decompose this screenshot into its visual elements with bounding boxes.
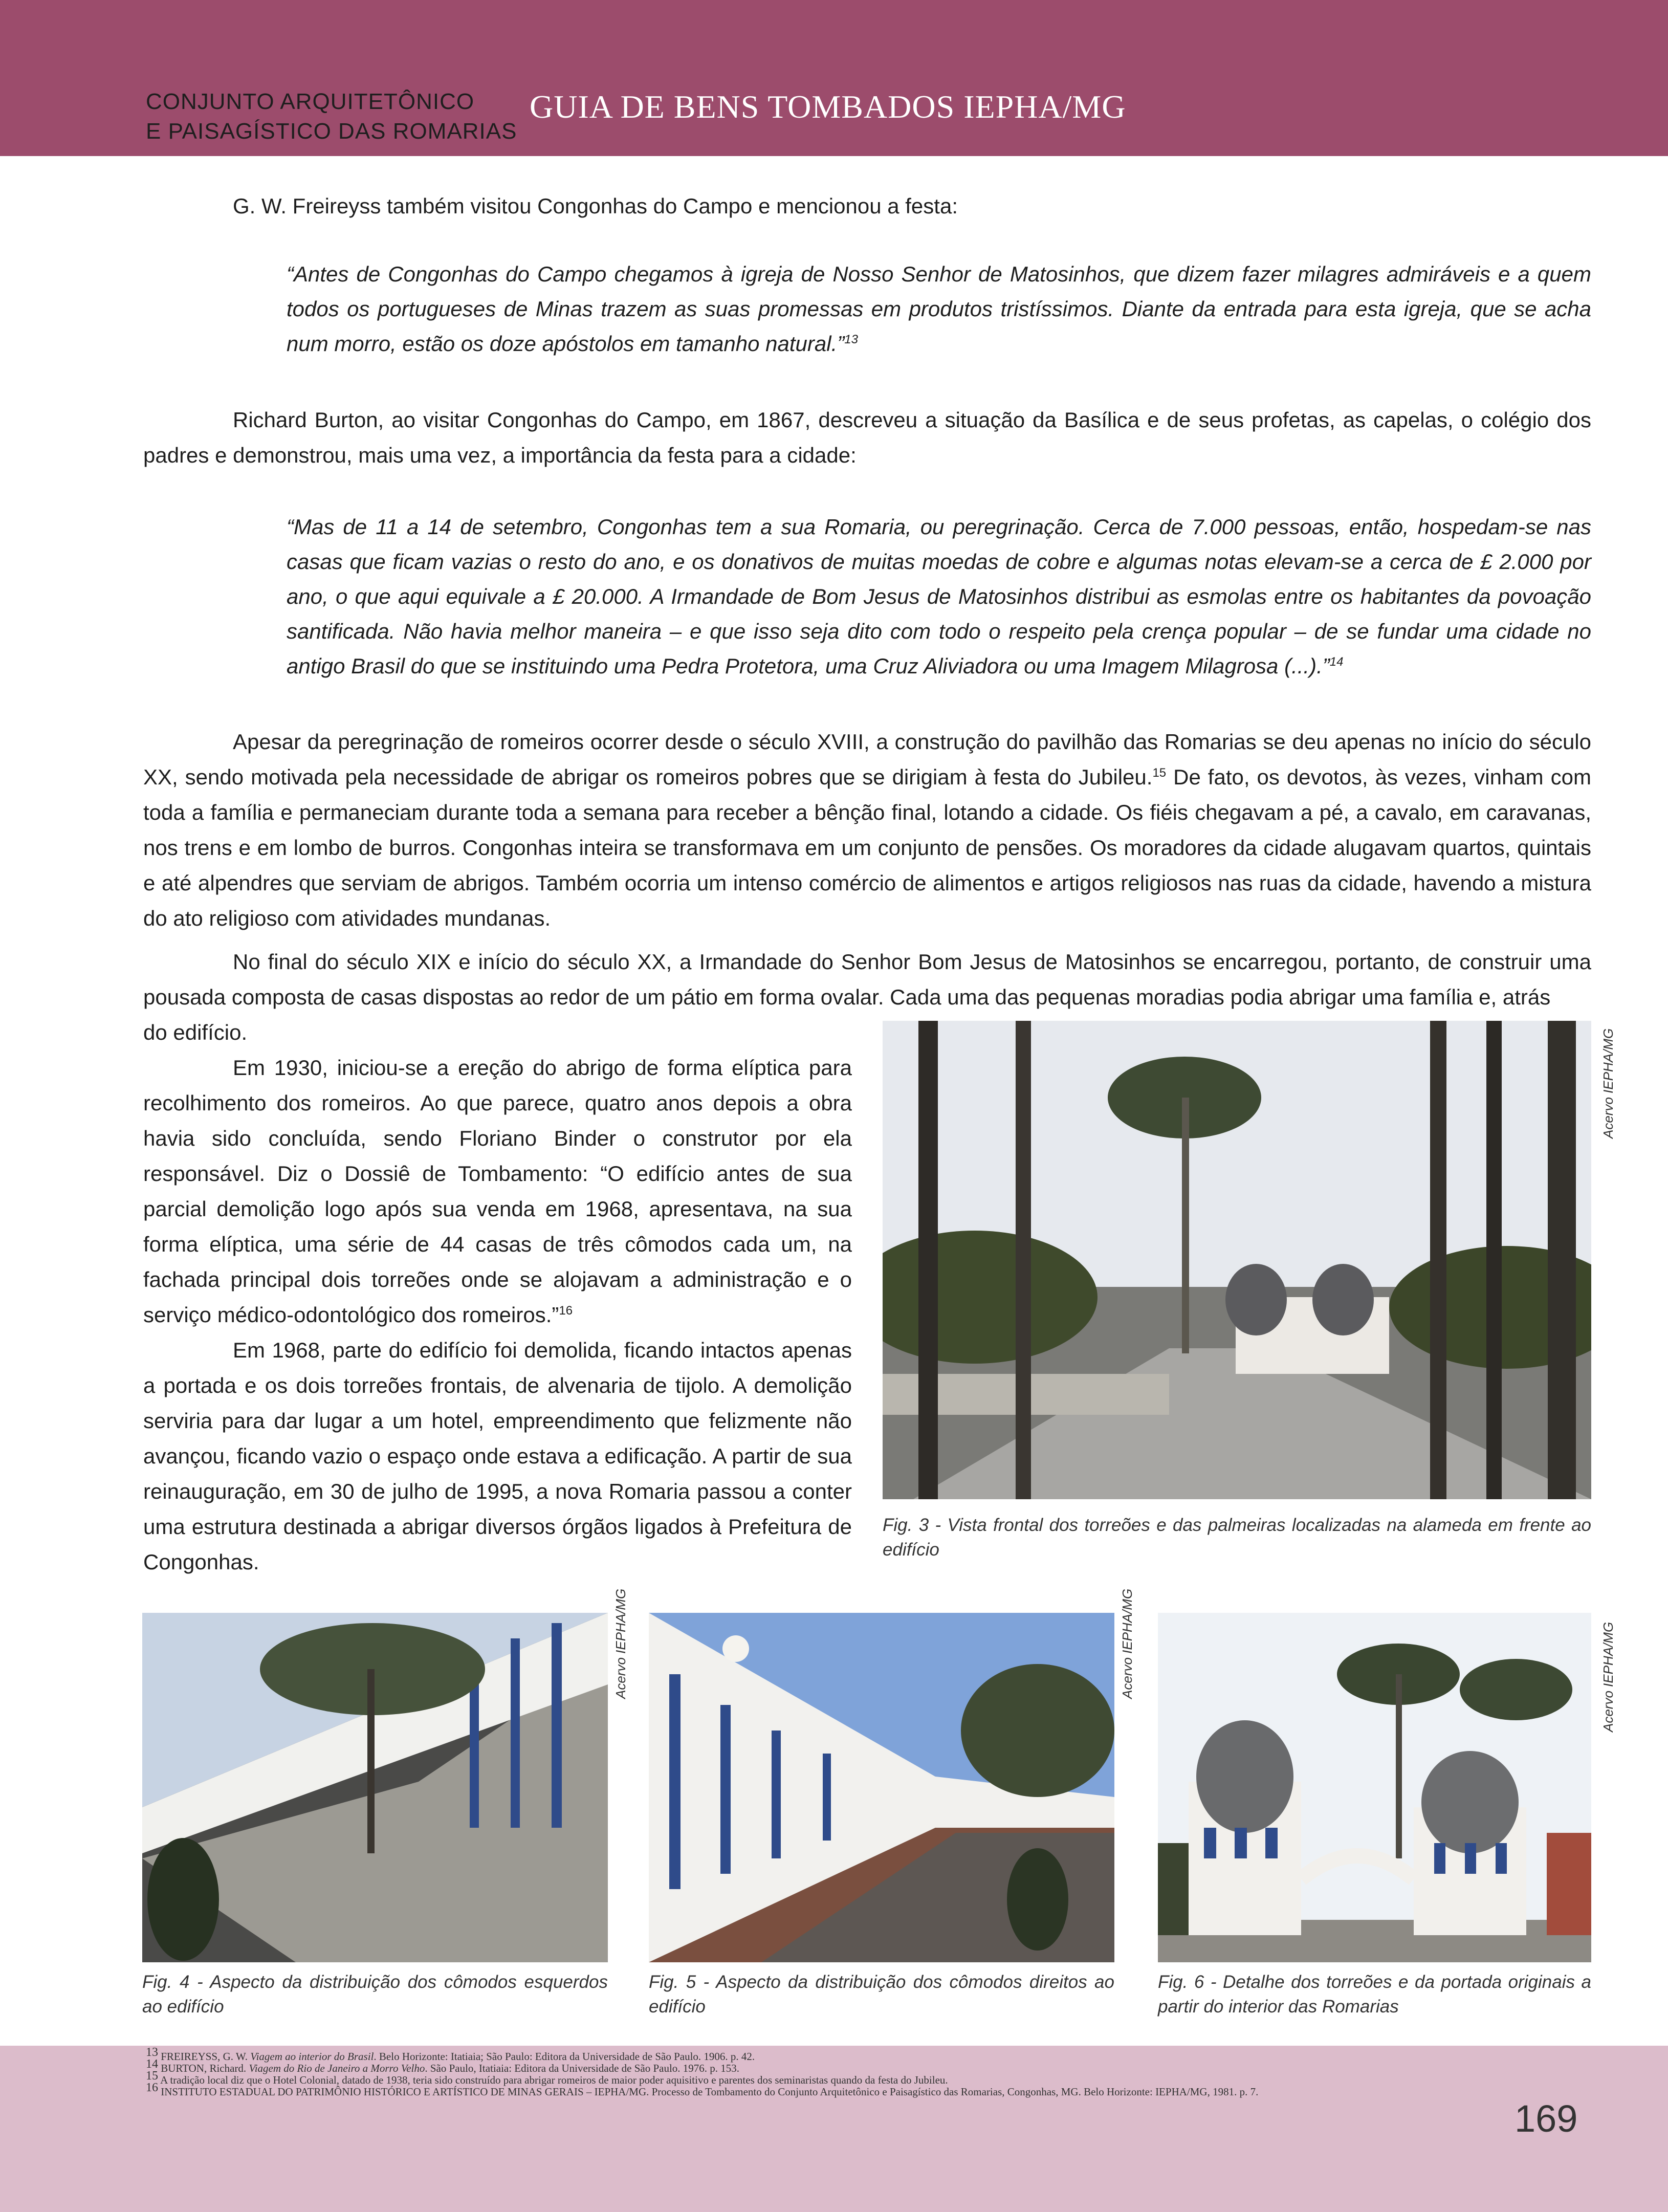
- paragraph-peregrinacao-a: Apesar da peregrinação de romeiros ocorrer desde o século XVIII, a construção do pavilhão das Romarias se deu apenas no início do século XX, sendo motivada pela necessidade de abrigar os romeiros pobres que se dirigiam à festa do Jubileu.: [143, 730, 1591, 789]
- footnote-13-number: 13: [146, 2046, 158, 2059]
- figure-5-caption: Fig. 5 - Aspecto da distribuição dos cômodos direitos ao edifício: [649, 1972, 1114, 2017]
- footnote-16: [146, 2081, 1259, 2098]
- footnote-14-title: Viagem do Rio de Janeiro a Morro Velho: [249, 2062, 425, 2074]
- figure-3-photo: [883, 1021, 1591, 1499]
- footnote-ref-16: 16: [559, 1304, 573, 1318]
- figure-3-caption: Fig. 3 - Vista frontal dos torreões e das palmeiras localizadas na alameda em frente ao edifício: [883, 1515, 1591, 1560]
- figure-5-photo: [649, 1613, 1114, 1962]
- quote-burton: [287, 510, 1591, 684]
- guide-title: GUIA DE BENS TOMBADOS IEPHA/MG: [530, 89, 1126, 125]
- quote-freireyss-text: “Antes de Congonhas do Campo chegamos à igreja de Nosso Senhor de Matosinhos, que dizem fazer milagres admiráveis e a quem todos os portugueses de Minas trazem as suas promessas em produtos tristíssimos. Diante da entrada para esta igreja, que se acha num morro, estão os doze apóstolos em tamanho natural.”: [287, 262, 1591, 356]
- footnote-15-number: 15: [146, 2069, 158, 2083]
- footnote-14-author: BURTON, Richard.: [161, 2062, 249, 2074]
- footnote-ref-15: 15: [1152, 766, 1167, 780]
- paragraph-1930: [143, 1050, 852, 1332]
- figure-3-credit: Acervo IEPHA/MG: [1600, 1028, 1616, 1138]
- figure-4-credit: Acervo IEPHA/MG: [613, 1588, 628, 1699]
- footnote-16-text: INSTITUTO ESTADUAL DO PATRIMÔNIO HISTÓRICO E ARTÍSTICO DE MINAS GERAIS – IEPHA/MG. Processo de Tombamento do Conjunto Arquitetônico e Paisagístico das Romarias, Congonhas, MG. Belo Horizonte: IEPHA/MG, 1981. p. 7.: [161, 2086, 1259, 2098]
- paragraph-1930-text: Em 1930, iniciou-se a ereção do abrigo de forma elíptica para recolhimento dos romeiros. Ao que parece, quatro anos depois a obra havia sido concluída, sendo Floriano Binder o construtor por ela responsável. Diz o Dossiê de Tombamento: “O edifício antes de sua parcial demolição logo após sua venda em 1968, apresentava, na sua forma elíptica, uma série de 44 casas de três cômodos cada um, na fachada principal dois torreões onde se alojavam a administração e o serviço médico-odontológico dos romeiros.”: [143, 1056, 852, 1327]
- footnote-15: [146, 2069, 948, 2086]
- paragraph-burton-intro: Richard Burton, ao visitar Congonhas do Campo, em 1867, descreveu a situação da Basílica e de seus profetas, as capelas, o colégio dos padres e demonstrou, mais uma vez, a importância da festa para a cidade:: [143, 408, 1591, 467]
- figure-4-caption: Fig. 4 - Aspecto da distribuição dos cômodos esquerdos ao edifício: [142, 1972, 608, 2017]
- paragraph-peregrinacao-b: De fato, os devotos, às vezes, vinham com toda a família e permaneciam durante toda a semana para receber a bênção final, lotando a cidade. Os fiéis chegavam a pé, a cavalo, em caravanas, nos trens e em lombo de burros. Congonhas inteira se transformava em um conjunto de pensões. Os moradores da cidade alugavam quartos, quintais e até alpendres que serviam de abrigos. Também ocorria um intenso comércio de alimentos e artigos religiosos nas ruas da cidade, havendo a mistura do ato religioso com atividades mundanas.: [143, 765, 1591, 930]
- footnote-14-number: 14: [146, 2057, 158, 2071]
- footnote-14-details: . São Paulo, Itatiaia: Editora da Universidade de São Paulo. 1976. p. 153.: [425, 2062, 740, 2074]
- paragraph-peregrinacao: [143, 724, 1591, 936]
- paragraph-1968: Em 1968, parte do edifício foi demolida, ficando intactos apenas a portada e os dois torreões frontais, de alvenaria de tijolo. A demolição serviria para dar lugar a um hotel, empreendimento que felizmente não avançou, ficando vazio o espaço onde estava a edificação. A partir de sua reinauguração, em 30 de julho de 1995, a nova Romaria passou a conter uma estrutura destinada a abrigar diversos órgãos ligados à Prefeitura de Congonhas.: [143, 1338, 852, 1574]
- quote-burton-text: “Mas de 11 a 14 de setembro, Congonhas tem a sua Romaria, ou peregrinação. Cerca de 7.000 pessoas, então, hospedam-se nas casas que ficam vazias o resto do ano, e os donativos de muitas moedas de cobre e algumas notas elevam-se a cerca de £ 2.000 por ano, o que aqui equivale a £ 20.000. A Irmandade de Bom Jesus de Matosinhos distribui as esmolas entre os habitantes da povoação santificada. Não havia melhor maneira – e que isso seja dito com todo o respeito pela crença popular – de se fundar uma cidade no antigo Brasil do que se instituindo uma Pedra Protetora, uma Cruz Aliviadora ou uma Imagem Milagrosa (...).”: [287, 515, 1591, 678]
- section-title: [146, 87, 517, 146]
- page-number: 169: [1515, 2097, 1578, 2140]
- paragraph-freireyss-intro: G. W. Freireyss também visitou Congonhas do Campo e mencionou a festa:: [233, 194, 958, 218]
- footnote-13-details: . Belo Horizonte: Itatiaia; São Paulo: Editora da Universidade de São Paulo. 1906. p. 42.: [374, 2050, 755, 2063]
- figure-4-photo: [142, 1613, 608, 1962]
- figure-6-credit: Acervo IEPHA/MG: [1600, 1622, 1616, 1732]
- footnote-13-title: Viagem ao interior do Brasil: [250, 2050, 374, 2063]
- footnote-13: [146, 2046, 755, 2063]
- quote-freireyss: [287, 257, 1591, 361]
- footnote-16-number: 16: [146, 2081, 158, 2094]
- footnote-14: [146, 2057, 740, 2074]
- section-title-line2: E PAISAGÍSTICO DAS ROMARIAS: [146, 119, 517, 144]
- paragraph-pousada: No final do século XIX e início do século XX, a Irmandade do Senhor Bom Jesus de Matosinhos se encarregou, portanto, de construir uma pousada composta de casas dispostas ao redor de um pátio em forma ovalar. Cada uma das pequenas moradias podia abrigar uma família e, atrás: [143, 950, 1591, 1009]
- figure-6-caption: Fig. 6 - Detalhe dos torreões e da portada originais a partir do interior das Romarias: [1158, 1972, 1591, 2017]
- footnote-ref-14: 14: [1329, 655, 1344, 669]
- footnote-ref-13: 13: [844, 333, 858, 346]
- paragraph-pousada-end: do edifício.: [143, 1020, 248, 1044]
- figure-5-credit: Acervo IEPHA/MG: [1120, 1588, 1135, 1699]
- figure-6-photo: [1158, 1613, 1591, 1962]
- footnote-13-author: FREIREYSS, G. W.: [161, 2050, 251, 2063]
- section-title-line1: CONJUNTO ARQUITETÔNICO: [146, 89, 475, 114]
- footnote-15-text: A tradição local diz que o Hotel Colonial, datado de 1938, teria sido construído para abrigar romeiros de maior poder aquisitivo e parentes dos seminaristas quando da festa do Jubileu.: [160, 2074, 948, 2086]
